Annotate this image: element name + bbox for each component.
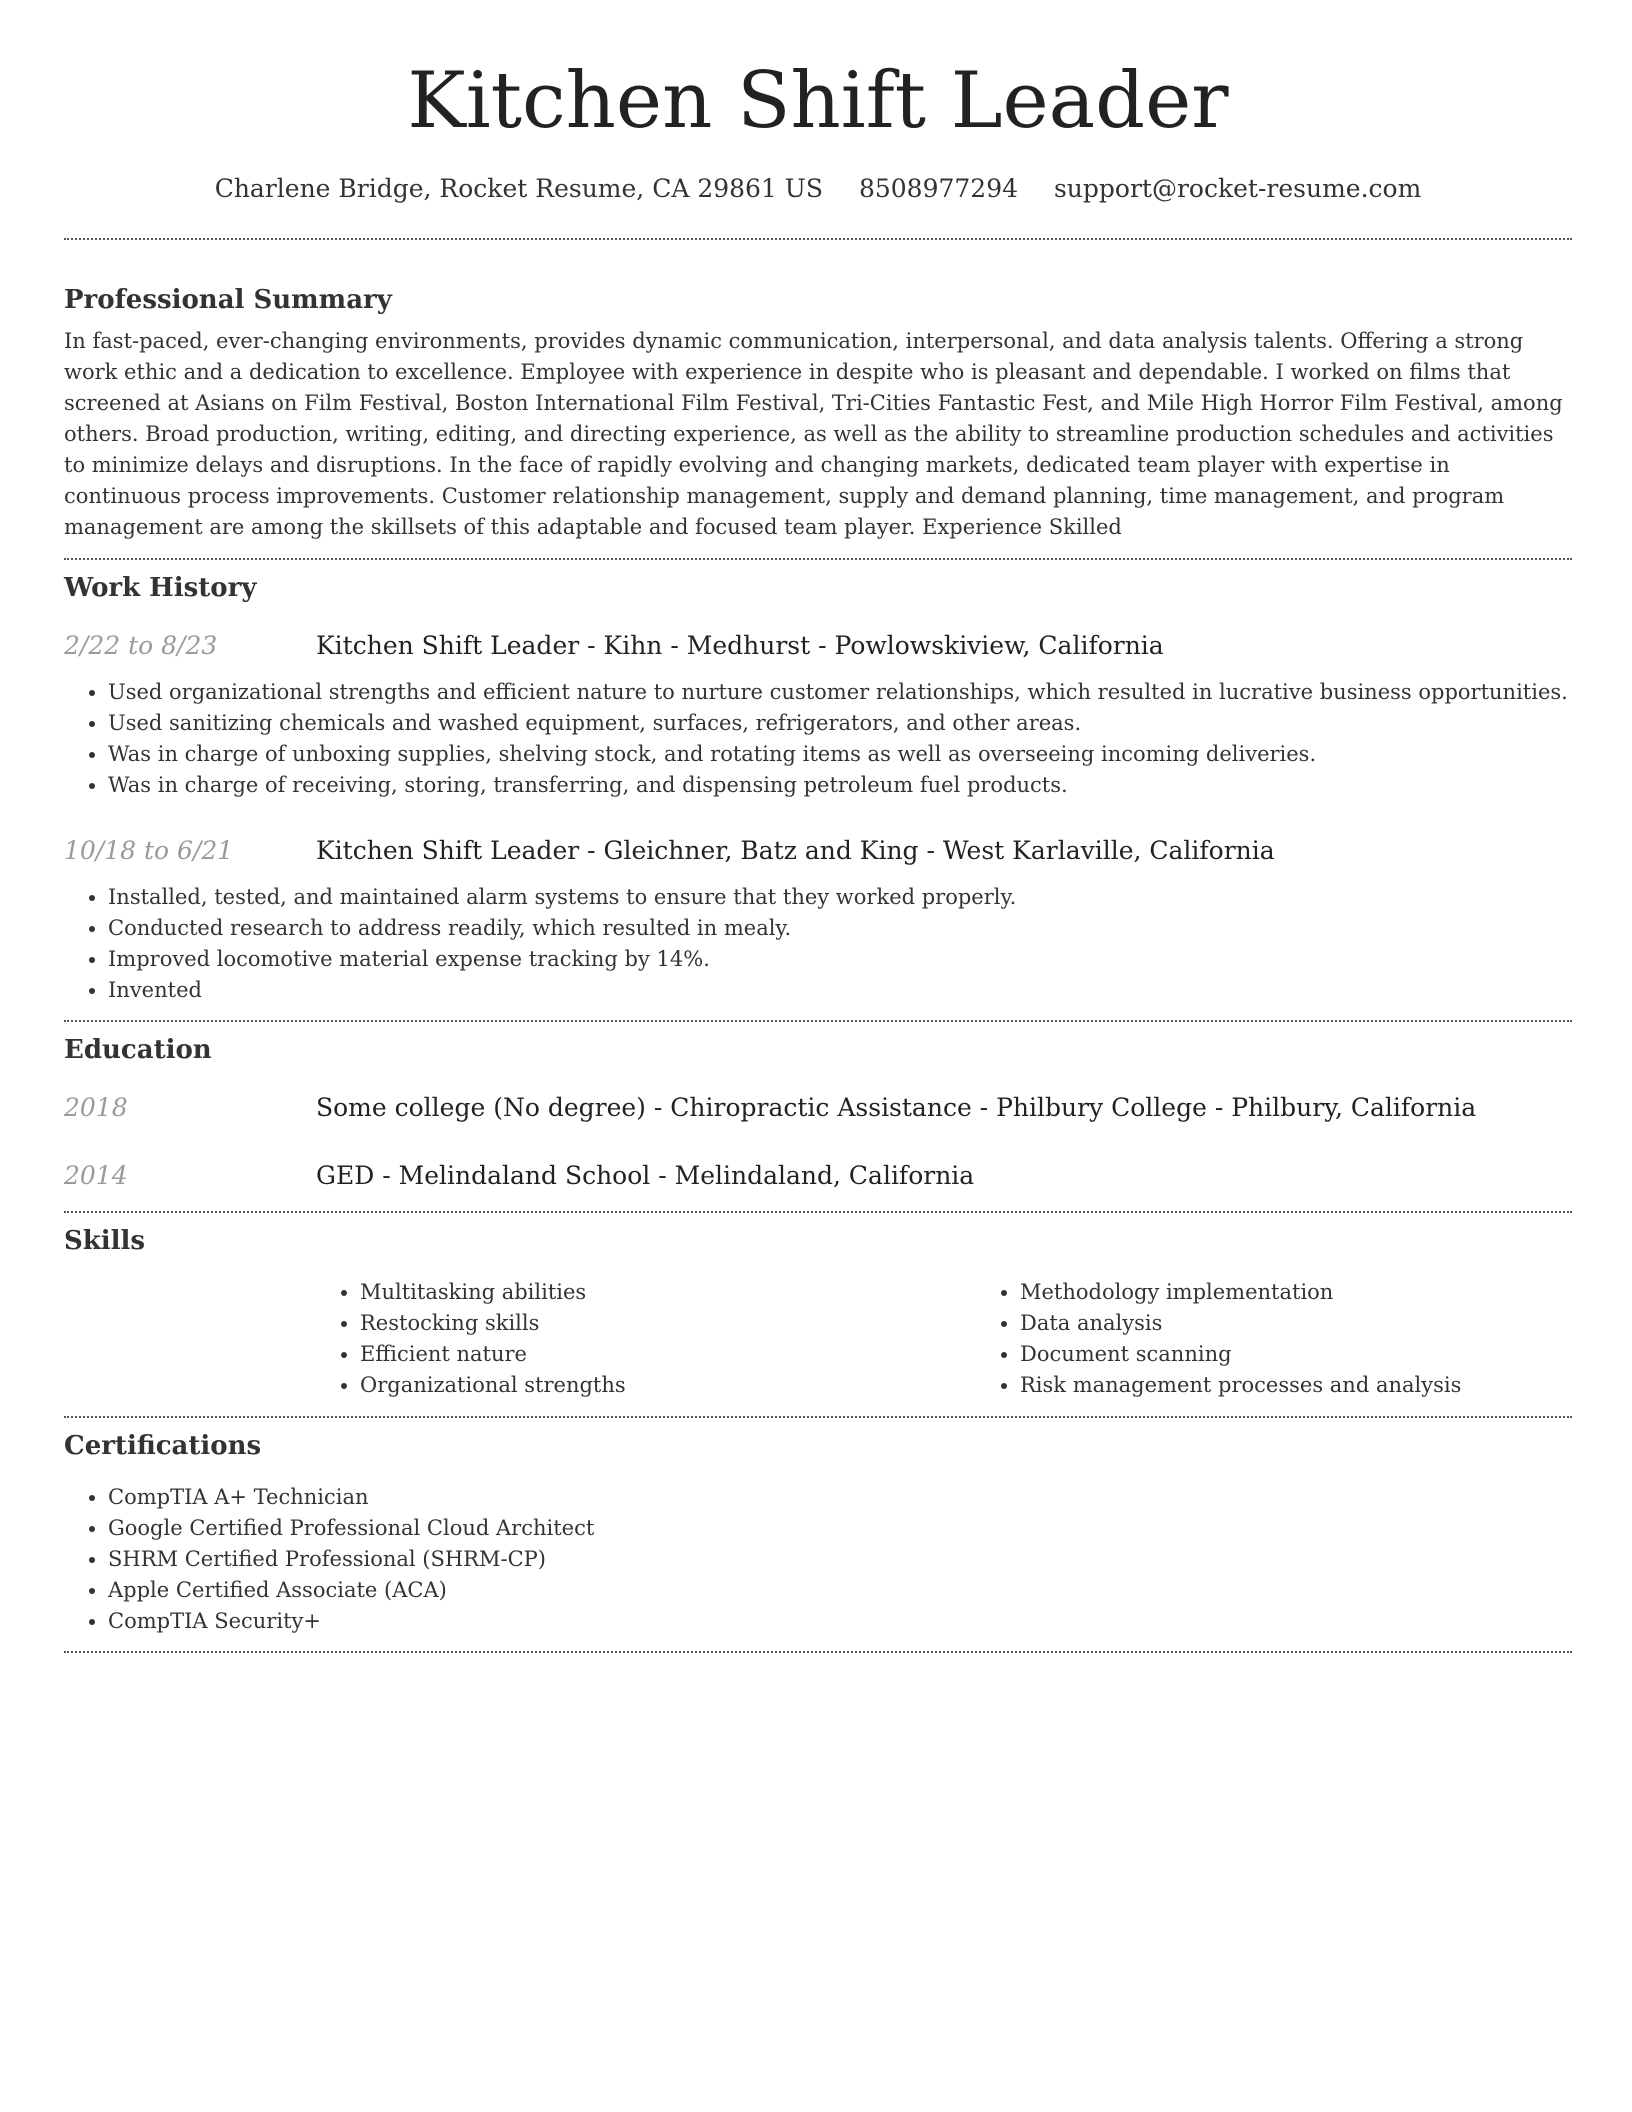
list-item: • Efficient nature (360, 1339, 976, 1370)
education-entry (64, 1159, 1572, 1193)
job-bullets (64, 677, 1572, 801)
divider (64, 1651, 1572, 1653)
list-item: • Organizational strengths (360, 1370, 976, 1401)
education-year: 2018 (64, 1093, 128, 1122)
contact-phone: 8508977294 (858, 174, 1019, 203)
job-bullets (64, 882, 1572, 1006)
skills-heading: Skills (64, 1226, 146, 1256)
education-entry (64, 1091, 1572, 1125)
divider (64, 558, 1572, 560)
list-item: • Conducted research to address readily, which resulted in mealy. (108, 913, 1572, 944)
list-item: • Was in charge of receiving, storing, transferring, and dispensing petroleum fuel products. (108, 770, 1572, 801)
list-item: • Used organizational strengths and efficient nature to nurture customer relationships, which resulted in lucrative business opportunities. (108, 677, 1572, 708)
list-item: • Used sanitizing chemicals and washed equipment, surfaces, refrigerators, and other areas. (108, 708, 1572, 739)
contact-address: Charlene Bridge, Rocket Resume, CA 29861 US (214, 174, 823, 203)
certifications-list (64, 1482, 1572, 1637)
divider (64, 1211, 1572, 1213)
list-item: • Methodology implementation (1020, 1277, 1632, 1308)
resume-page (64, 0, 1572, 1653)
education-detail: Some college (No degree) - Chiropractic Assistance - Philbury College - Philbury, California (316, 1093, 1477, 1122)
list-item: • SHRM Certified Professional (SHRM-CP) (108, 1544, 1572, 1575)
skills-list (976, 1277, 1632, 1401)
work-heading: Work History (64, 573, 257, 603)
resume-title: Kitchen Shift Leader (407, 56, 1229, 146)
job-entry (64, 629, 1572, 663)
summary-heading: Professional Summary (64, 285, 392, 315)
work-section (64, 571, 1572, 1006)
skills-list (316, 1277, 976, 1401)
education-section (64, 1033, 1572, 1193)
list-item: • Restocking skills (360, 1308, 976, 1339)
summary-text: In fast-paced, ever-changing environments, provides dynamic communication, interpersonal, and data analysis talents. Offering a strong work ethic and a dedication to excellence. Employee with experience in despite who is pleasant and dependable. I worked on films that screened at Asians on Film Festival, Boston International Film Festival, Tri-Cities Fantastic Fest, and Mile High Horror Film Festival, among others. Broad production, writing, editing, and directing experience, as well as the ability to streamline production schedules and activities to minimize delays and disruptions. In the face of rapidly evolving and changing markets, dedicated team player with expertise in continuous process improvements. Customer relationship management, supply and demand planning, time management, and program management are among the skillsets of this adaptable and focused team player. Experience Skilled (64, 329, 1563, 539)
list-item: • Improved locomotive material expense tracking by 14%. (108, 944, 1572, 975)
divider (64, 1020, 1572, 1022)
list-item: • Installed, tested, and maintained alarm systems to ensure that they worked properly. (108, 882, 1572, 913)
certifications-heading: Certifications (64, 1431, 262, 1461)
list-item: • Google Certified Professional Cloud Architect (108, 1513, 1572, 1544)
divider (64, 238, 1572, 240)
list-item: • CompTIA A+ Technician (108, 1482, 1572, 1513)
skills-columns (316, 1277, 1572, 1401)
list-item: • CompTIA Security+ (108, 1606, 1572, 1637)
education-year: 2014 (64, 1161, 128, 1190)
contact-line (64, 172, 1572, 206)
divider (64, 1416, 1572, 1418)
list-item: • Was in charge of unboxing supplies, shelving stock, and rotating items as well as overseeing incoming deliveries. (108, 739, 1572, 770)
job-dates: 2/22 to 8/23 (64, 631, 218, 660)
list-item: • Invented (108, 975, 1572, 1006)
summary-section (64, 283, 1572, 543)
skills-section (64, 1224, 1572, 1401)
contact-email: support@rocket-resume.com (1053, 174, 1422, 203)
list-item: • Apple Certified Associate (ACA) (108, 1575, 1572, 1606)
job-dates: 10/18 to 6/21 (64, 836, 234, 865)
list-item: • Multitasking abilities (360, 1277, 976, 1308)
education-heading: Education (64, 1035, 212, 1065)
list-item: • Data analysis (1020, 1308, 1632, 1339)
education-detail: GED - Melindaland School - Melindaland, California (316, 1161, 975, 1190)
list-item: • Document scanning (1020, 1339, 1632, 1370)
job-title: Kitchen Shift Leader - Kihn - Medhurst - Powlowskiview, California (316, 631, 1164, 660)
job-entry (64, 834, 1572, 868)
job-title: Kitchen Shift Leader - Gleichner, Batz and King - West Karlaville, California (316, 836, 1275, 865)
certifications-section (64, 1429, 1572, 1637)
list-item: • Risk management processes and analysis (1020, 1370, 1632, 1401)
